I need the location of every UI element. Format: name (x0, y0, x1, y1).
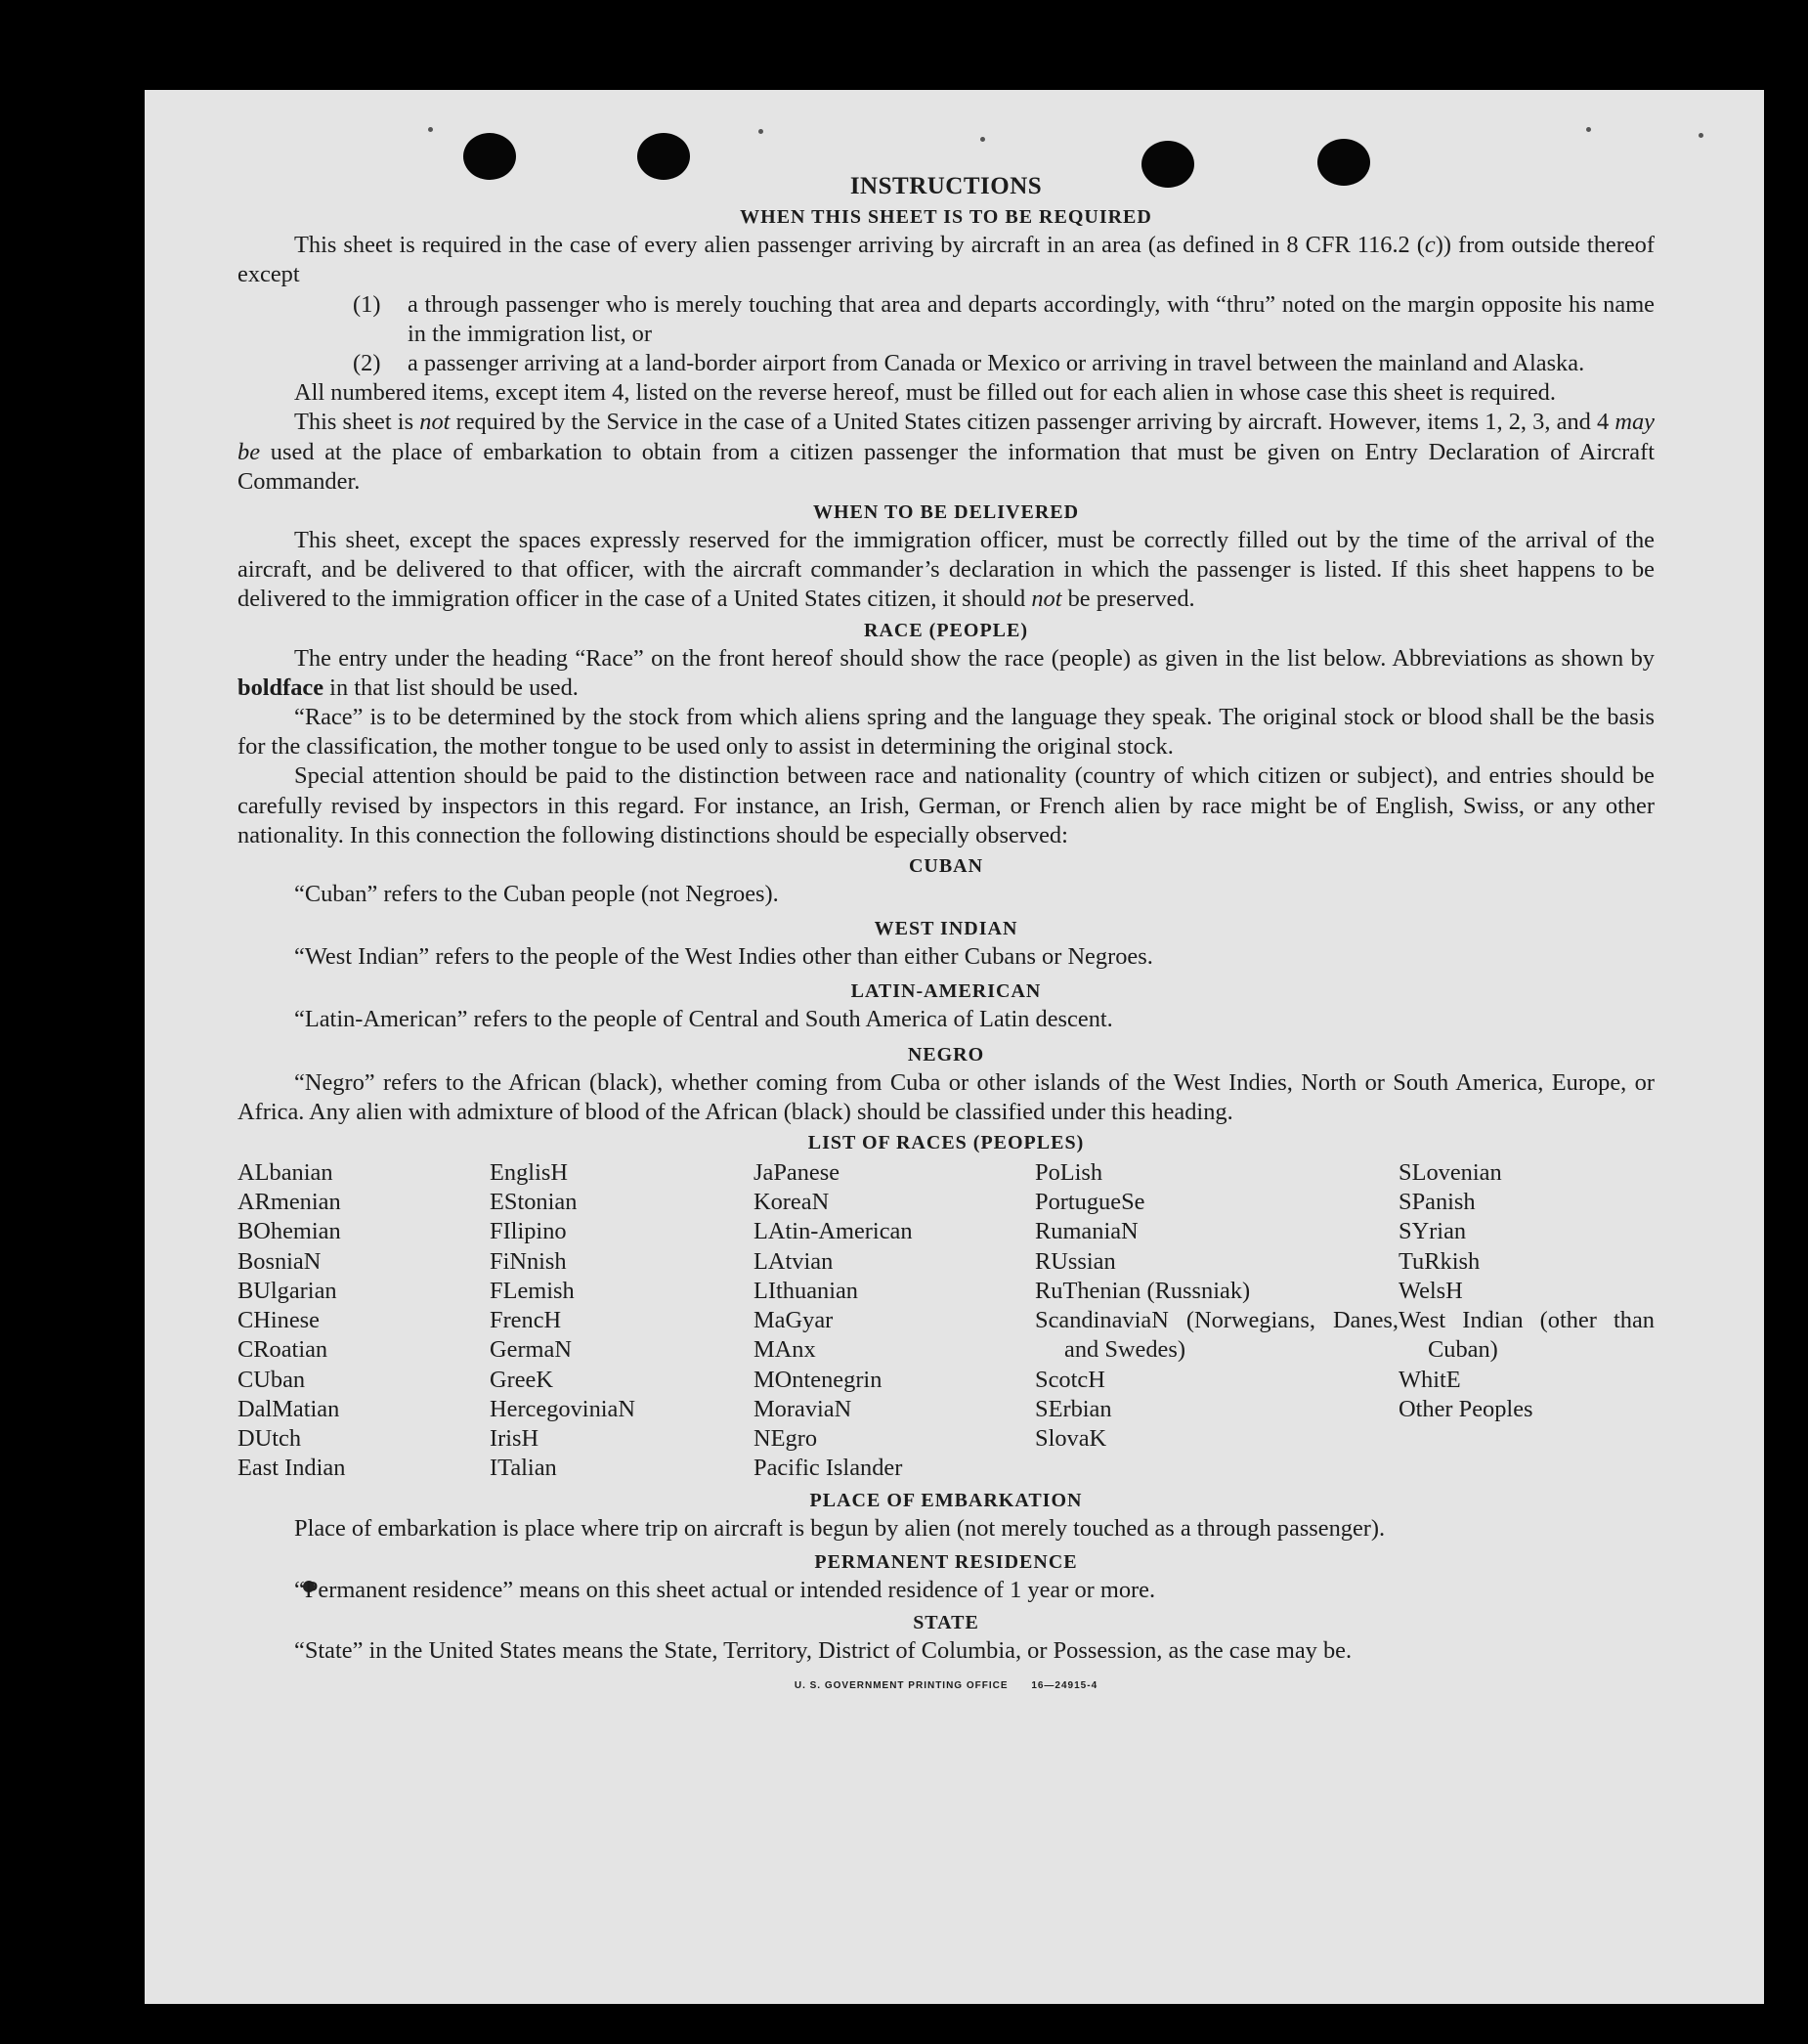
text-permanent-residence: “Permanent residence” means on this sheet actual or intended residence of 1 year or more. (294, 1576, 1156, 1603)
heading-state: STATE (913, 1611, 979, 1633)
race-entry: BUlgarian (237, 1277, 337, 1304)
paragraph-delivery: This sheet, except the spaces expressly reserved for the immigration officer, must be correctly filled out by the time of the arrival of the aircraft, and be delivered to that officer, with the aircraft commander’s declaration in which the passenger is listed. If this sheet happens to be delivered to the immigration officer in the case of a United States citizen, it should not be preserved. (237, 527, 1655, 613)
heading-race: RACE (PEOPLE) (864, 619, 1028, 641)
race-entry: LAtin-American (753, 1218, 913, 1245)
race-entry: GreeK (490, 1366, 554, 1393)
race-entry: West Indian (other than Cuban) (1399, 1307, 1655, 1364)
race-entry: MoraviaN (753, 1395, 852, 1422)
race-entry: FIlipino (490, 1218, 567, 1245)
ink-speck (1699, 133, 1703, 138)
ink-speck (758, 129, 763, 134)
exception-item-2: (2) a passenger arriving at a land-border airport from Canada or Mexico or arriving in travel between the mainland and Alaska. (353, 350, 1585, 377)
race-entry: ITalian (490, 1455, 557, 1482)
race-entry: LAtvian (753, 1247, 834, 1275)
page-title: INSTRUCTIONS (849, 173, 1043, 199)
paragraph-race-stock: “Race” is to be determined by the stock from which aliens spring and the language they speak. The original stock or blood shall be the basis for the classification, the mother tongue to be used only to assist in determining the original stock. (237, 704, 1655, 761)
race-entry: East Indian (237, 1455, 346, 1482)
heading-latin-american: LATIN-AMERICAN (850, 980, 1042, 1003)
race-entry: TuRkish (1399, 1247, 1481, 1275)
race-entry: PortugueSe (1035, 1189, 1145, 1216)
race-entry: SlovaK (1035, 1424, 1107, 1452)
race-entry: PoLish (1035, 1159, 1103, 1187)
paragraph-race-entry: The entry under the heading “Race” on the front hereof should show the race (people) as given in the list below. Abbreviations as shown by boldface in that list should be used. (237, 644, 1655, 701)
form-number: 16—24915-4 (1031, 1679, 1098, 1691)
race-entry: SErbian (1035, 1395, 1112, 1422)
race-entry: KoreaN (753, 1189, 830, 1216)
heading-when-delivered: WHEN TO BE DELIVERED (812, 501, 1080, 524)
text-latin-american: “Latin-American” refers to the people of Central and South America of Latin descent. (294, 1006, 1113, 1033)
race-entry: BOhemian (237, 1218, 341, 1245)
instructions-content (237, 168, 1655, 1701)
race-entry: SPanish (1399, 1189, 1476, 1216)
race-entry: SLovenian (1399, 1159, 1502, 1187)
race-entry: DUtch (237, 1424, 302, 1452)
ink-speck (980, 137, 985, 142)
race-entry: MaGyar (753, 1307, 834, 1334)
paragraph-race-nationality: Special attention should be paid to the distinction between race and nationality (country of which citizen or subject), and entries should be carefully revised by inspectors in this regard. For instance, an Irish, German, or French alien by race might be of English, Swiss, or any other nationality. In this connection the following distinctions should be especially observed: (237, 762, 1655, 848)
heading-list-of-races: LIST OF RACES (PEOPLES) (807, 1132, 1085, 1154)
ink-speck (428, 127, 433, 132)
printer-name: U. S. GOVERNMENT PRINTING OFFICE (794, 1679, 1009, 1691)
paragraph-citizen: This sheet is not required by the Service in the case of a United States citizen passenger arriving by aircraft. However, items 1, 2, 3, and 4 may be used at the place of embarkation to obtain from a citizen passenger the information that must be given on Entry Declaration of Aircraft Commander. (237, 409, 1655, 495)
race-entry: ALbanian (237, 1159, 333, 1187)
race-entry: IrisH (490, 1424, 539, 1452)
paragraph-numbered-items: All numbered items, except item 4, listed on the reverse hereof, must be filled out for each alien in whose case this sheet is required. (294, 379, 1556, 407)
race-entry: WelsH (1399, 1277, 1463, 1304)
paragraph-requirement: This sheet is required in the case of every alien passenger arriving by aircraft in an area (as defined in 8 CFR 116.2 (c)) from outside thereof except (237, 232, 1655, 288)
race-entry: BosniaN (237, 1247, 322, 1275)
race-entry: JaPanese (753, 1159, 840, 1187)
race-entry: NEgro (753, 1424, 818, 1452)
exception-item-1: (1) a through passenger who is merely touching that area and departs accordingly, with “thru” noted on the margin opposite his name in the immigration list, or (353, 290, 1655, 347)
text-negro: “Negro” refers to the African (black), whether coming from Cuba or other islands of the West Indies, North or South America, Europe, or Africa. Any alien with admixture of blood of the African (black) should be classified under this heading. (237, 1068, 1655, 1125)
printer-footer (237, 1672, 1655, 1701)
race-column-3 (753, 1158, 1035, 1483)
race-entry: Other Peoples (1399, 1395, 1533, 1422)
text-west-indian: “West Indian” refers to the people of the West Indies other than either Cubans or Negroes. (294, 943, 1153, 971)
race-entry: WhitE (1399, 1366, 1461, 1393)
text-cuban: “Cuban” refers to the Cuban people (not Negroes). (294, 881, 779, 908)
race-column-1 (237, 1158, 490, 1483)
race-entry: CRoatian (237, 1336, 328, 1364)
text-embarkation: Place of embarkation is place where trip on aircraft is begun by alien (not merely touched as a through passenger). (294, 1515, 1386, 1543)
race-entry: HercegoviniaN (490, 1395, 635, 1422)
text-state: “State” in the United States means the State, Territory, District of Columbia, or Possession, as the case may be. (294, 1636, 1353, 1664)
race-column-2 (490, 1158, 753, 1483)
heading-cuban: CUBAN (908, 855, 984, 878)
race-entry: Pacific Islander (753, 1455, 903, 1482)
heading-permanent-residence: PERMANENT RESIDENCE (814, 1550, 1078, 1573)
race-entry: FrencH (490, 1307, 562, 1334)
race-entry: MAnx (753, 1336, 816, 1364)
race-entry: SYrian (1399, 1218, 1467, 1245)
race-entry: EnglisH (490, 1159, 568, 1187)
race-entry: LIthuanian (753, 1277, 859, 1304)
race-column-4 (1035, 1158, 1399, 1483)
race-list (237, 1158, 1655, 1483)
heading-when-required: WHEN THIS SHEET IS TO BE REQUIRED (740, 206, 1152, 229)
race-entry: EStonian (490, 1189, 578, 1216)
ink-speck (1586, 127, 1591, 132)
race-entry: RUssian (1035, 1247, 1116, 1275)
race-entry: ScandinaviaN (Norwegians, Danes, and Swedes) (1035, 1307, 1399, 1364)
race-entry: ScotcH (1035, 1366, 1105, 1393)
race-entry: CHinese (237, 1307, 320, 1334)
heading-west-indian: WEST INDIAN (874, 918, 1018, 940)
race-entry: FLemish (490, 1277, 575, 1304)
race-entry: MOntenegrin (753, 1366, 882, 1393)
race-entry: CUban (237, 1366, 306, 1393)
race-entry: ARmenian (237, 1189, 341, 1216)
race-entry: FiNnish (490, 1247, 567, 1275)
race-entry: RumaniaN (1035, 1218, 1139, 1245)
heading-embarkation: PLACE OF EMBARKATION (809, 1490, 1083, 1512)
race-entry: RuThenian (Russniak) (1035, 1277, 1251, 1304)
heading-negro: NEGRO (907, 1043, 985, 1065)
race-entry: DalMatian (237, 1395, 340, 1422)
race-column-5 (1399, 1158, 1655, 1483)
race-entry: GermaN (490, 1336, 572, 1364)
